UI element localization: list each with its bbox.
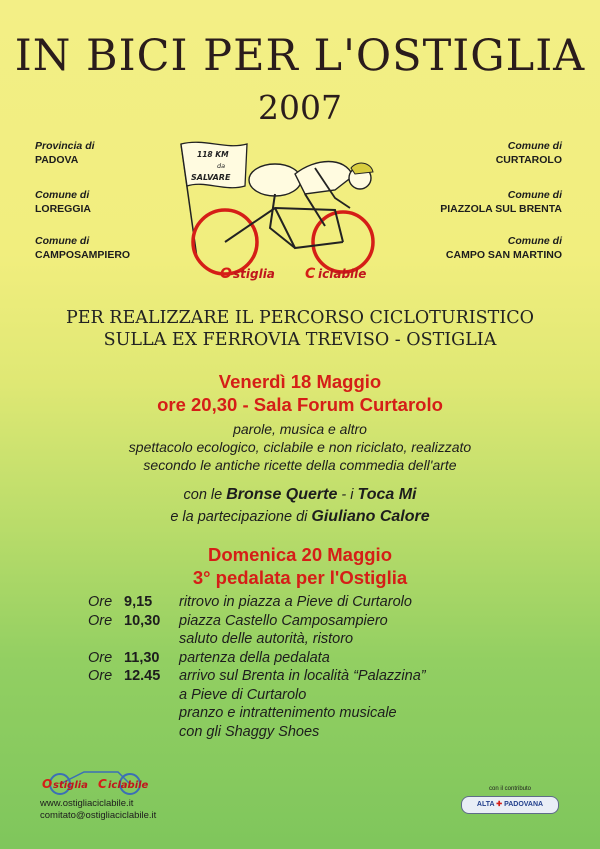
schedule-extra: pranzo e intrattenimento musicale <box>179 705 397 721</box>
municipality-padova <box>35 139 95 167</box>
performers-prefix: con le <box>183 487 223 503</box>
event1-date: Venerdì 18 Maggio <box>218 371 382 392</box>
sponsor-logo <box>461 796 559 814</box>
performers-separator: - i <box>337 487 358 503</box>
municipality-label: Comune di <box>507 140 562 152</box>
schedule-text: partenza della pedalata <box>179 649 330 666</box>
municipality-piazzola <box>440 188 562 216</box>
schedule-text: arrivo sul Brenta in località “Palazzina” <box>179 668 426 684</box>
schedule-ore: Ore <box>88 612 113 629</box>
event1-desc-line3: secondo le antiche ricette della commedia dell'arte <box>143 457 457 473</box>
logo-c-letter: C <box>305 266 316 282</box>
flag-text-km: 118 KM <box>197 150 229 159</box>
performer-toca-mi: Toca Mi <box>357 486 417 503</box>
cyclist-logo <box>175 138 430 288</box>
event2-heading <box>0 543 600 589</box>
schedule-text: piazza Castello Camposampiero <box>179 612 388 629</box>
event2-title: 3° pedalata per l'Ostiglia <box>192 567 408 588</box>
schedule-row <box>88 593 426 612</box>
logo-text-stiglia: stiglia <box>233 267 275 281</box>
schedule-text: ritrovo in piazza a Pieve di Curtarolo <box>179 594 412 610</box>
schedule-row <box>88 667 426 686</box>
logo-o-letter: O <box>220 266 232 282</box>
municipality-curtarolo <box>496 139 562 167</box>
poster-year: 2007 <box>258 88 342 127</box>
svg-text:C: C <box>98 777 107 791</box>
municipality-label: Comune di <box>35 235 90 247</box>
website-link[interactable]: www.ostigliaciclabile.it <box>40 798 134 809</box>
municipality-name: PIAZZOLA SUL BRENTA <box>440 203 562 215</box>
svg-text:O: O <box>42 777 53 791</box>
subtitle-line1: PER REALIZZARE IL PERCORSO CICLOTURISTICO <box>66 308 534 328</box>
municipality-campo-san-martino <box>446 234 562 262</box>
subtitle <box>0 307 600 351</box>
municipality-label: Comune di <box>507 189 562 201</box>
event1-desc-line2: spettacolo ecologico, ciclabile e non riciclato, realizzato <box>128 439 472 455</box>
schedule-row <box>88 612 426 631</box>
schedule-ore: Ore <box>88 594 113 610</box>
event2-date: Domenica 20 Maggio <box>207 544 392 565</box>
email-link[interactable]: comitato@ostigliaciclabile.it <box>40 810 157 821</box>
municipality-label: Provincia di <box>35 140 95 152</box>
municipality-label: Comune di <box>507 235 562 247</box>
footer-contacts <box>40 798 156 822</box>
event1-heading <box>0 370 600 416</box>
schedule-ore: Ore <box>88 668 113 684</box>
guest-name: Giuliano Calore <box>311 508 430 525</box>
schedule-extra: a Pieve di Curtarolo <box>179 686 307 703</box>
schedule-time: 11,30 <box>124 649 160 666</box>
logo-text-iclabile: iclabile <box>318 267 367 281</box>
sponsor-plus-icon: ✚ <box>496 801 503 808</box>
event1-performers <box>0 484 600 528</box>
municipality-name: CAMPO SAN MARTINO <box>445 249 562 261</box>
municipality-name: CAMPOSAMPIERO <box>35 249 131 261</box>
schedule-row <box>88 649 426 668</box>
schedule-time: 9,15 <box>124 594 153 610</box>
municipality-camposampiero <box>35 234 130 262</box>
event1-time-place: ore 20,30 - Sala Forum Curtarolo <box>157 394 443 415</box>
contribution <box>460 786 560 814</box>
sponsor-text-b: PADOVANA <box>504 801 544 808</box>
guest-prefix: e la partecipazione di <box>170 509 308 525</box>
footer-logo <box>38 766 168 798</box>
performer-bronse-querte: Bronse Querte <box>226 486 338 503</box>
schedule-extra: saluto delle autorità, ristoro <box>179 631 354 647</box>
footer-logo-stiglia: stiglia <box>53 780 88 791</box>
municipality-name: LOREGGIA <box>35 203 92 215</box>
poster-title: IN BICI PER L'OSTIGLIA <box>14 31 586 81</box>
schedule-ore: Ore <box>88 649 113 666</box>
flag-text-salvare: SALVARE <box>191 173 231 182</box>
municipality-name: CURTAROLO <box>495 154 562 166</box>
contribution-label: con il contributo <box>488 786 532 792</box>
flag-text-da: da <box>217 162 226 170</box>
schedule-time: 12.45 <box>124 668 161 684</box>
schedule <box>88 593 426 741</box>
event1-desc-line1: parole, musica e altro <box>233 421 367 437</box>
subtitle-line2: SULLA EX FERROVIA TREVISO - OSTIGLIA <box>103 330 497 350</box>
sponsor-text-a: ALTA <box>476 801 495 808</box>
municipality-label: Comune di <box>35 189 90 201</box>
municipality-loreggia <box>35 188 91 216</box>
event1-description <box>0 420 600 474</box>
schedule-extra: con gli Shaggy Shoes <box>179 723 320 740</box>
schedule-time: 10,30 <box>124 612 161 629</box>
footer-logo-iclabile: iclabile <box>108 780 149 791</box>
municipality-name: PADOVA <box>35 154 79 166</box>
